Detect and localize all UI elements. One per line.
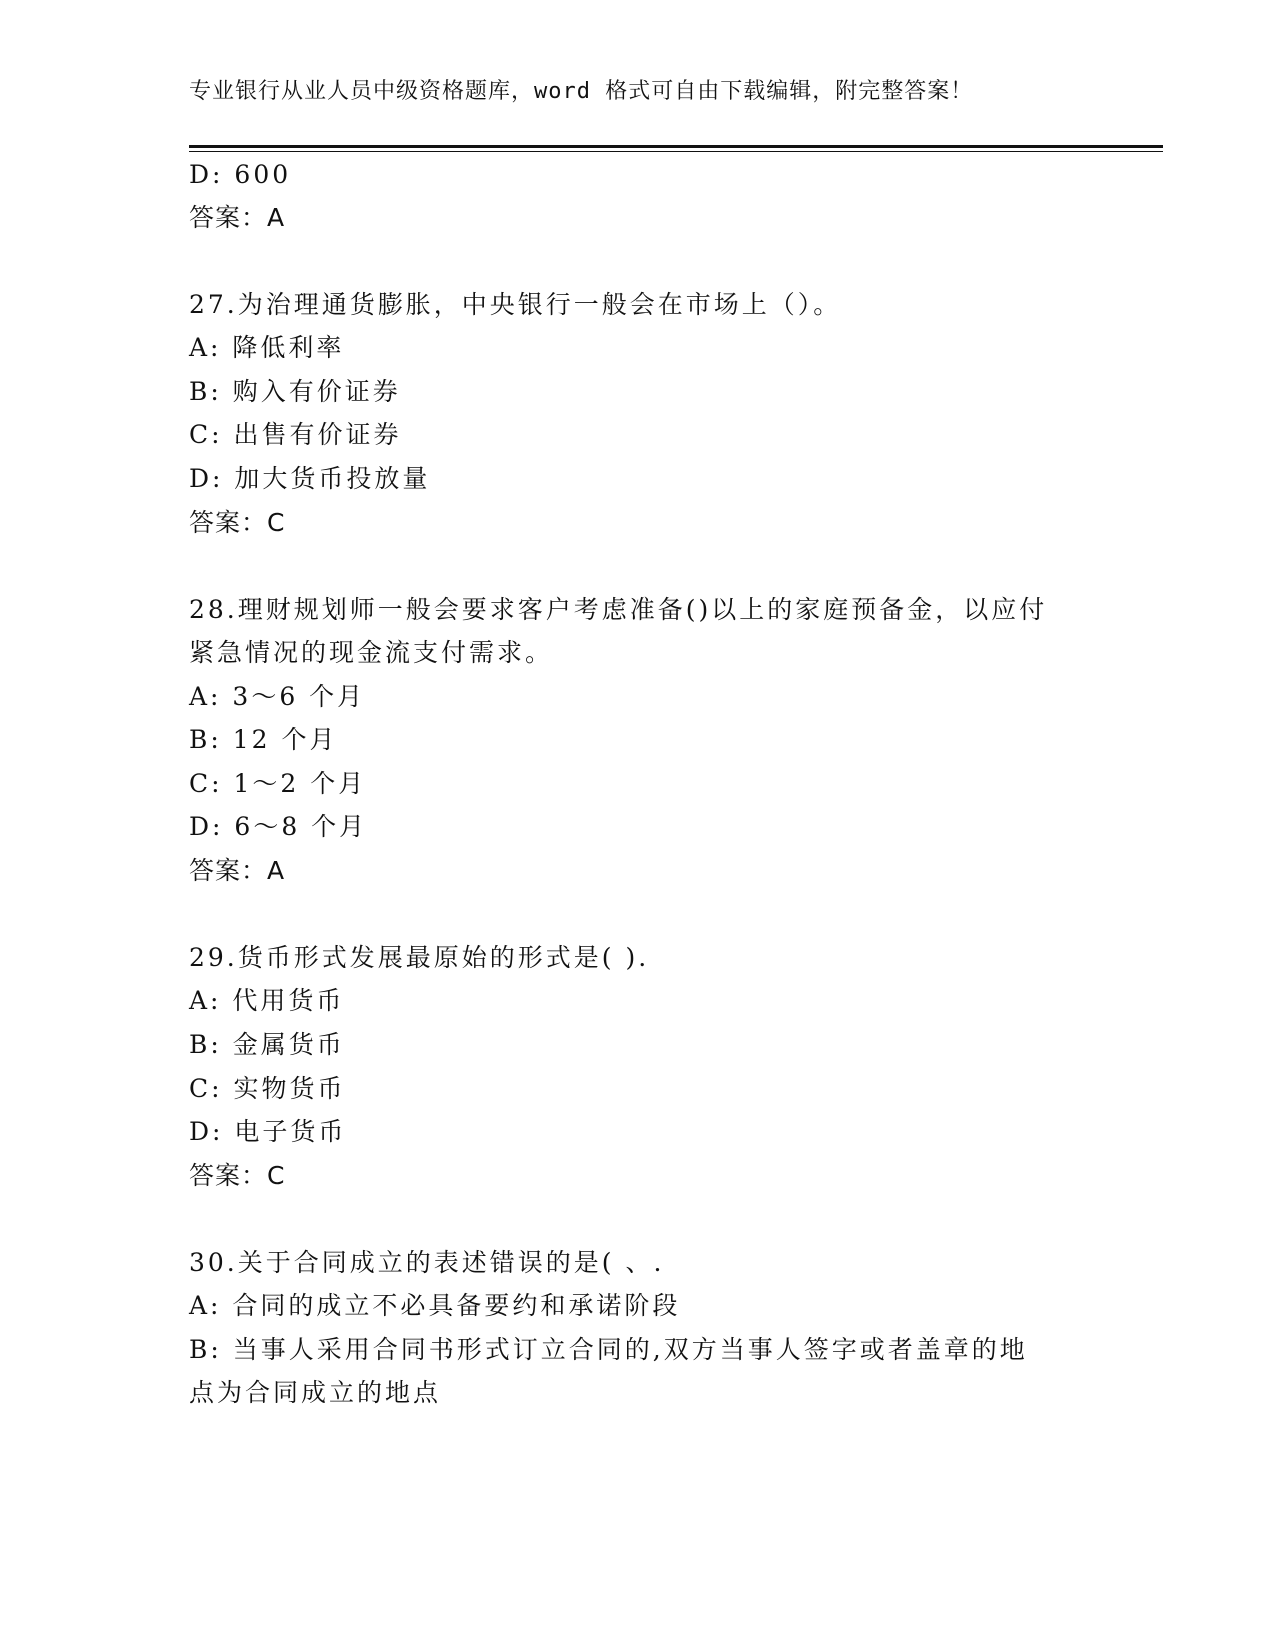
answer-line: 答案：A <box>189 203 286 232</box>
option-line: B: 当事人采用合同书形式订立合同的,双方当事人签字或者盖章的地 <box>189 1335 1028 1364</box>
question-line: 紧急情况的现金流支付需求。 <box>189 638 554 667</box>
answer-line: 答案：C <box>189 1161 286 1190</box>
option-line: A: 3～6 个月 <box>189 682 366 711</box>
answer-line: 答案：A <box>189 856 286 885</box>
option-line: B: 购入有价证券 <box>189 377 401 406</box>
option-line: C: 出售有价证券 <box>189 420 402 449</box>
option-line: A: 降低利率 <box>189 333 345 362</box>
question-line: 28.理财规划师一般会要求客户考虑准备()以上的家庭预备金，以应付 <box>189 595 1048 624</box>
option-line: D: 加大货币投放量 <box>189 464 431 493</box>
question-line: 30.关于合同成立的表述错误的是( 、. <box>189 1248 665 1277</box>
document-header: 专业银行从业人员中级资格题库，word 格式可自由下载编辑，附完整答案！ <box>189 79 974 104</box>
option-line: D: 600 <box>189 160 292 189</box>
header-rule-thick <box>189 145 1163 148</box>
option-line: D: 6～8 个月 <box>189 812 368 841</box>
answer-line: 答案：C <box>189 508 286 537</box>
option-line: A: 代用货币 <box>189 986 345 1015</box>
header-rule-thin <box>189 151 1163 152</box>
option-line: B: 12 个月 <box>189 725 338 754</box>
option-line: A: 合同的成立不必具备要约和承诺阶段 <box>189 1291 681 1320</box>
option-line: B: 金属货币 <box>189 1030 345 1059</box>
option-line: D: 电子货币 <box>189 1117 347 1146</box>
option-line: C: 实物货币 <box>189 1074 346 1103</box>
option-line: C: 1～2 个月 <box>189 769 367 798</box>
question-line: 29.货币形式发展最原始的形式是( ). <box>189 943 650 972</box>
option-line: 点为合同成立的地点 <box>189 1378 442 1407</box>
question-line: 27.为治理通货膨胀，中央银行一般会在市场上（）。 <box>189 290 842 319</box>
